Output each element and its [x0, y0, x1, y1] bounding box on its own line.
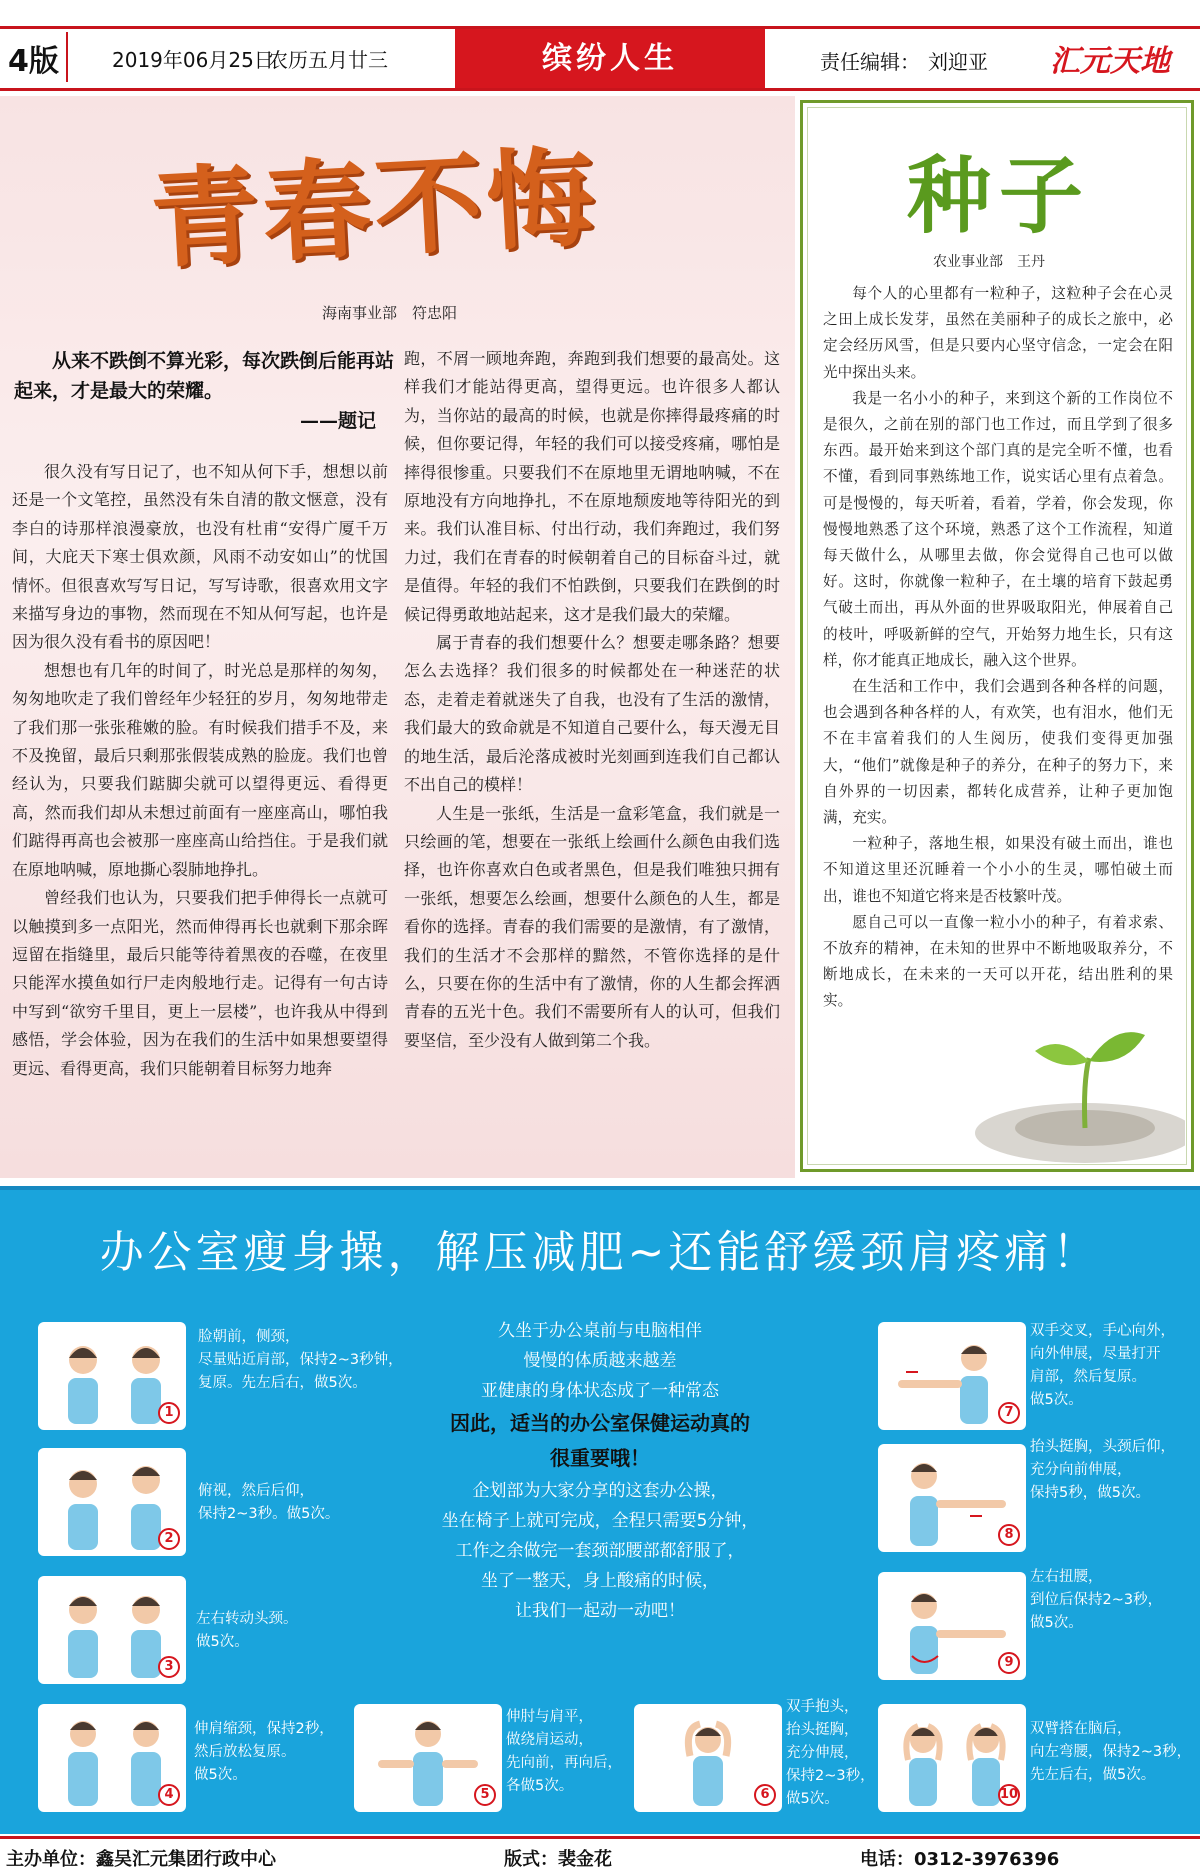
brand-logo: 汇元天地 — [1050, 44, 1170, 79]
intro-emphasis: 很重要哦！ — [550, 1446, 650, 1470]
step-number-badge: 7 — [998, 1402, 1020, 1424]
editor-name: 刘迎亚 — [928, 50, 988, 74]
exercise-instructions-7: 双手交叉，手心向外， 向外伸展，尽量打开 肩部，然后复原。 做5次。 — [1030, 1323, 1175, 1408]
issue-date: 2019年06月25日 — [112, 48, 274, 72]
step-number-badge: 2 — [158, 1528, 180, 1550]
step-number-badge: 8 — [998, 1524, 1020, 1546]
step-number-badge: 9 — [998, 1652, 1020, 1674]
contact-phone: 电话：0312-3976396 — [860, 1849, 1060, 1870]
exercise-illustration-1 — [38, 1322, 186, 1430]
step-number-badge: 6 — [754, 1784, 776, 1806]
epigraph: 从来不跌倒不算光彩，每次跌倒后能再站起来，才是最大的荣耀。 — [14, 350, 395, 402]
paragraph: 愿自己可以一直像一粒小小的种子，有着求索、不放弃的精神，在未知的世界中不断地吸取养分，不断地成长，在未来的一天可以开花，结出胜利的果实。 — [823, 913, 1173, 1010]
header-separator — [66, 32, 68, 82]
intro-emphasis: 因此，适当的办公室保健运动真的 — [450, 1411, 750, 1435]
exercise-instructions-2: 俯视，然后后仰， 保持2~3秒。做5次。 — [198, 1483, 340, 1522]
exercise-instructions-5: 伸肘与肩平， 做绕肩运动， 先向前，再向后， 各做5次。 — [506, 1709, 622, 1794]
lunar-date: 农历五月廿三 — [268, 48, 388, 72]
paragraph: 属于青春的我们想要什么？想要走哪条路？想要怎么去选择？我们很多的时候都处在一种迷茫的状态，走着走着就迷失了自我，也没有了生活的激情，我们最大的致命就是不知道自己要什么，每天漫无目的地生活，最后沦落成被时光刻画到连我们自己都认不出自己的模样！ — [404, 633, 780, 795]
intro-line: 慢慢的体质越来越差 — [523, 1351, 677, 1371]
paragraph: 跑，不屑一顾地奔跑，奔跑到我们想要的最高处。这样我们才能站得更高，望得更远。也许很多人都认为，当你站的最高的时候，也就是你摔得最疼痛的时候，但你要记得，年轻的我们可以接受疼痛，哪怕是摔得很惨重。只要我们不在原地里无谓地呐喊，不在原地没有方向地挣扎，不在原地颓废地等待阳光的到来。我们认准目标、付出行动，我们奔跑过，我们努力过，我们在青春的时候朝着自己的目标奋斗过，就是值得。年轻的我们不怕跌倒，只要我们在跌倒的时候记得勇敢地站起来，这才是我们最大的荣耀。 — [404, 349, 780, 624]
step-number-badge: 4 — [158, 1784, 180, 1806]
exercise-instructions-3: 左右转动头颈。 做5次。 — [196, 1611, 298, 1650]
exercise-illustration-5 — [354, 1704, 502, 1812]
article-seed — [800, 100, 1194, 1172]
paragraph: 曾经我们也认为，只要我们把手伸得长一点就可以触摸到多一点阳光，然而伸得再长也就剩下那余晖逗留在指缝里，最后只能等待着黑夜的吞噬，在夜里只能浑水摸鱼如行尸走肉般地行走。记得有一句古诗中写到“欲穷千里目，更上一层楼”，也许我从中得到感悟，学会体验，因为在我们的生活中如果想要望得更远、看得更高，我们只能朝着目标努力地奔 — [12, 888, 388, 1078]
article-byline: 农业事业部 王丹 — [933, 254, 1045, 270]
exercise-instructions-9: 左右扭腰， 到位后保持2~3秒， 做5次。 — [1030, 1569, 1163, 1631]
exercise-illustration-4 — [38, 1704, 186, 1812]
step-number-badge: 5 — [474, 1784, 496, 1806]
page-header — [0, 0, 1200, 92]
exercise-instructions-4: 伸肩缩颈，保持2秒， 然后放松复原。 做5次。 — [194, 1721, 334, 1783]
page-number: 4版 — [8, 44, 59, 79]
exercise-illustration-8 — [878, 1444, 1026, 1552]
epigraph-signature: ——题记 — [300, 410, 377, 432]
paragraph: 想想也有几年的时间了，时光总是那样的匆匆，匆匆地吹走了我们曾经年少轻狂的岁月，匆匆地带走了我们那一张张稚嫩的脸。有时候我们措手不及，来不及挽留，最后只剩那张假装成熟的脸庞。我们也曾经认为，只要我们踮脚尖就可以望得更远、看得更高，然而我们却从未想过前面有一座座高山，哪怕我们踮得再高也会被那一座座高山给挡住。于是我们就在原地呐喊，原地撕心裂肺地挣扎。 — [12, 660, 388, 879]
exercise-illustration-10 — [878, 1704, 1026, 1812]
exercise-instructions-8: 抬头挺胸，头颈后仰， 充分向前伸展， 保持5秒，做5次。 — [1030, 1439, 1175, 1501]
layout-designer: 版式：裴金花 — [504, 1849, 612, 1870]
step-number-badge: 10 — [998, 1784, 1020, 1806]
article-title: 青春不悔 — [147, 134, 602, 284]
exercise-illustration-2 — [38, 1448, 186, 1556]
article-body — [823, 281, 1173, 1015]
intro-line: 企划部为大家分享的这套办公操， — [472, 1481, 728, 1501]
intro-line: 工作之余做完一套颈部腰部都舒服了， — [455, 1541, 745, 1561]
office-exercise-section — [0, 1186, 1200, 1834]
paragraph: 很久没有写日记了，也不知从何下手，想想以前还是一个文笔控，虽然没有朱自清的散文惬意，没有李白的诗那样浪漫豪放，也没有杜甫“安得广厦千万间，大庇天下寒士俱欢颜，风雨不动安如山”的忧国情怀。但很喜欢写写日记，写写诗歌，很喜欢用文字来描写身边的事物，然而现在不知从何写起，也许是因为很久没有看书的原因吧！ — [12, 462, 388, 652]
intro-line: 久坐于办公桌前与电脑相伴 — [498, 1321, 702, 1341]
exercise-illustration-3 — [38, 1576, 186, 1684]
page-footer — [0, 1836, 1200, 1871]
article-youth — [0, 96, 795, 1178]
organizer: 主办单位：鑫吴汇元集团行政中心 — [6, 1849, 276, 1870]
section-title: 办公室瘦身操，解压减肥~还能舒缓颈肩疼痛！ — [99, 1227, 1101, 1278]
article-byline: 海南事业部 符忠阳 — [322, 304, 458, 322]
intro-text — [390, 1316, 810, 1626]
header-bottom-rule — [0, 88, 1200, 91]
paragraph: 我是一名小小的种子，来到这个新的工作岗位不是很久，之前在别的部门也工作过，而且学到了很多东西。最开始来到这个部门真的是完全听不懂，也看不懂，看到同事熟练地工作，说实话心里有点着急。可是慢慢的，每天听着，看着，学着，你会发现，你慢慢地熟悉了这个环境，熟悉了这个工作流程，知道每天做什么，从哪里去做，你会觉得自己也可以做好。这时，你就像一粒种子，在土壤的培育下鼓起勇气破土而出，再从外面的世界吸取阳光，伸展着自己的枝叶，呼吸新鲜的空气，开始努力地生长，只有这样，你才能真正地成长，融入这个世界。 — [823, 389, 1173, 669]
paragraph: 每个人的心里都有一粒种子，这粒种子会在心灵之田上成长发芽，虽然在美丽种子的成长之旅中，必定会经历风雪，但是只要内心坚守信念，一定会在阳光中探出头来。 — [823, 285, 1173, 381]
intro-line: 让我们一起动一动吧！ — [515, 1601, 685, 1621]
step-number-badge: 1 — [158, 1402, 180, 1424]
intro-line: 亚健康的身体状态成了一种常态 — [481, 1381, 719, 1401]
exercise-instructions-6: 双手抱头， 抬头挺胸， 充分伸展， 保持2~3秒， 做5次。 — [786, 1699, 875, 1807]
step-number-badge: 3 — [158, 1656, 180, 1678]
editor-label: 责任编辑： — [820, 50, 920, 74]
paragraph: 在生活和工作中，我们会遇到各种各样的问题，也会遇到各种各样的人，有欢笑，也有泪水，他们无不在丰富着我们的人生阅历，使我们变得更加强大，“他们”就像是种子的养分，在种子的努力下，来自外界的一切因素，都转化成营养，让种子更加饱满，充实。 — [823, 678, 1173, 827]
exercise-illustration-9 — [878, 1572, 1026, 1680]
article-column-1 — [12, 458, 388, 1083]
intro-line: 坐了一整天，身上酸痛的时候， — [481, 1571, 719, 1591]
exercise-illustration-6 — [634, 1704, 782, 1812]
column-name: 缤纷人生 — [455, 29, 765, 88]
paragraph: 一粒种子，落地生根，如果没有破土而出，谁也不知道这里还沉睡着一个小小的生灵，哪怕破土而出，谁也不知道它将来是否枝繁叶茂。 — [823, 835, 1173, 905]
exercise-instructions-10: 双臂搭在脑后， 向左弯腰，保持2~3秒， 先左后右，做5次。 — [1030, 1721, 1192, 1783]
exercise-instructions-1: 脸朝前，侧颈， 尽量贴近肩部，保持2~3秒钟， 复原。先左后右，做5次。 — [198, 1329, 403, 1391]
exercise-illustration-7 — [878, 1322, 1026, 1430]
article-title: 种子 — [907, 147, 1092, 245]
paragraph: 人生是一张纸，生活是一盒彩笔盒，我们就是一只绘画的笔，想要在一张纸上绘画什么颜色由我们选择，也许你喜欢白色或者黑色，但是我们唯独只拥有一张纸，想要怎么绘画，想要什么颜色的人生，都是看你的选择。青春的我们需要的是激情，有了激情，我们的生活才不会那样的黯然，不管你选择的是什么，只要在你的生活中有了激情，你的人生都会挥洒青春的五光十色。我们不需要所有人的认可，但我们要坚信，至少没有人做到第二个我。 — [404, 803, 780, 1050]
article-column-2 — [404, 345, 780, 1055]
intro-line: 坐在椅子上就可完成，全程只需要5分钟， — [441, 1511, 759, 1531]
